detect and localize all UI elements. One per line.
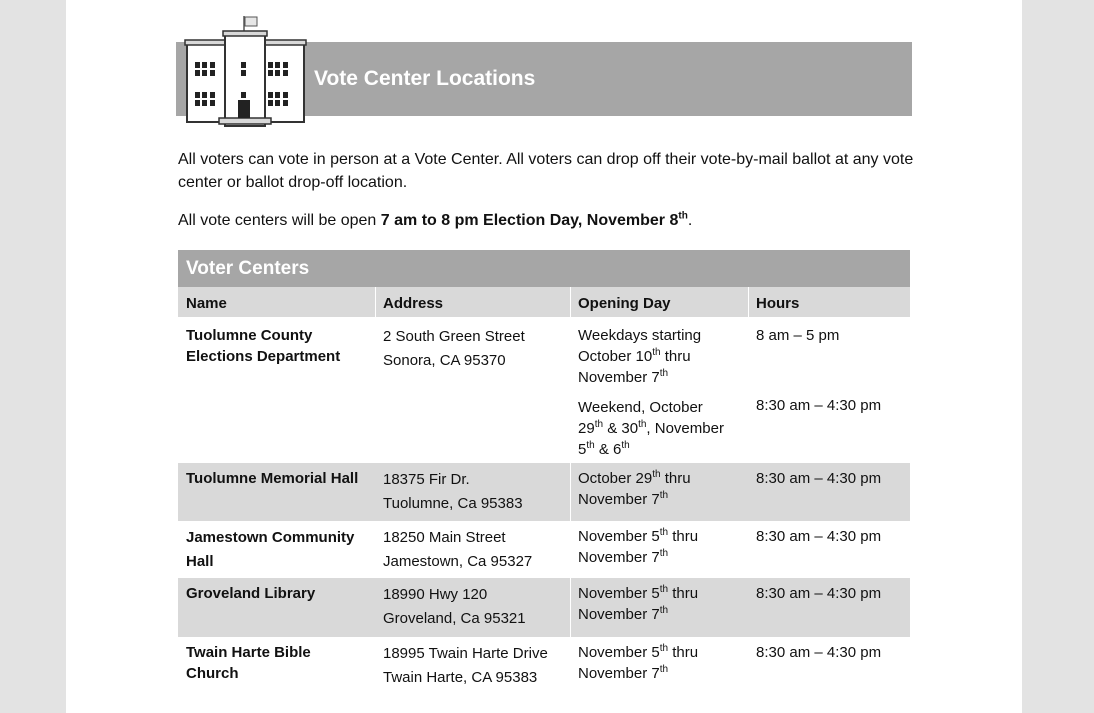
opening-line	[578, 418, 748, 439]
intro-paragraph: All voters can vote in person at a Vote Center. All voters can drop off their vote-by-mail ballot at any vote center or ballot drop-off location.	[178, 151, 914, 191]
opening-line	[578, 489, 748, 510]
ordinal-sup: th	[652, 469, 661, 480]
opening-day	[570, 521, 748, 578]
opening-text: November 7	[578, 606, 660, 623]
address-line: 2 South Green Street	[383, 328, 525, 345]
opening-line	[578, 346, 748, 367]
location-name	[178, 463, 375, 521]
hours-line: 8 am – 5 pm	[756, 327, 840, 344]
hours: 8:30 am – 4:30 pm	[756, 644, 882, 661]
table-row	[178, 463, 910, 521]
opening-text: November 5	[578, 585, 660, 602]
hours-highlight-sup: th	[678, 210, 688, 222]
ordinal-sup: th	[659, 664, 669, 675]
table-title: Voter Centers	[178, 250, 910, 287]
ordinal-sup: th	[659, 605, 669, 616]
ordinal-sup: th	[659, 584, 669, 595]
opening-day	[570, 463, 748, 521]
address-line: 18990 Hwy 120	[383, 586, 488, 603]
location-name-line: Church	[186, 665, 239, 682]
opening-text: , November	[646, 420, 724, 437]
building-icon	[183, 14, 308, 128]
address-line: Tuolumne, Ca 95383	[383, 495, 523, 512]
hours: 8:30 am – 4:30 pm	[756, 470, 882, 487]
header-hours: Hours	[756, 295, 800, 312]
opening-day	[570, 317, 748, 463]
header-address: Address	[383, 295, 444, 312]
opening-text: November 5	[578, 528, 660, 545]
opening-line: Weekend, October	[578, 399, 703, 416]
location-address	[375, 521, 570, 578]
location-name-line: Tuolumne Memorial Hall	[186, 470, 359, 487]
hours-prefix: All vote centers will be open	[178, 212, 381, 229]
hours: 8:30 am – 4:30 pm	[756, 585, 882, 602]
opening-text: thru	[668, 528, 699, 545]
ordinal-sup: th	[659, 643, 669, 654]
table-row	[178, 521, 910, 578]
hours-highlight-text: 7 am to 8 pm Election Day, November 8	[380, 212, 679, 229]
hours-suffix: .	[687, 212, 693, 229]
ordinal-sup: th	[586, 440, 595, 451]
opening-text: thru	[668, 644, 699, 661]
opening-line	[578, 439, 748, 460]
opening-line	[578, 526, 748, 547]
opening-text: November 7	[578, 549, 660, 566]
table-row	[178, 637, 910, 693]
hours-highlight	[381, 212, 688, 229]
location-name	[178, 578, 375, 637]
address-line: Jamestown, Ca 95327	[383, 553, 533, 570]
table-header-row	[178, 287, 910, 317]
opening-text: November 5	[578, 644, 660, 661]
ordinal-sup: th	[621, 440, 630, 451]
opening-text: thru	[660, 348, 691, 365]
column-divider	[748, 287, 749, 317]
opening-line	[578, 468, 748, 489]
location-name	[178, 521, 375, 578]
header-name: Name	[186, 295, 227, 312]
location-name-line: Elections Department	[186, 348, 341, 365]
document-page	[66, 0, 1022, 713]
hours: 8:30 am – 4:30 pm	[756, 528, 882, 545]
opening-line	[578, 583, 748, 604]
opening-text: October 10	[578, 348, 653, 365]
opening-day	[570, 637, 748, 693]
hours	[748, 317, 910, 463]
address-line: 18995 Twain Harte Drive	[383, 645, 548, 662]
ordinal-sup: th	[659, 527, 669, 538]
address-line: Groveland, Ca 95321	[383, 610, 526, 627]
opening-line	[578, 547, 748, 568]
address-line: Twain Harte, CA 95383	[383, 669, 538, 686]
opening-text: November 7	[578, 491, 660, 508]
location-name	[178, 637, 375, 693]
opening-line	[578, 604, 748, 625]
opening-text: November 7	[578, 369, 660, 386]
location-address	[375, 463, 570, 521]
ordinal-sup: th	[659, 368, 669, 379]
location-address	[375, 637, 570, 693]
opening-text: 5	[578, 441, 587, 458]
opening-text: thru	[668, 585, 699, 602]
address-line: Sonora, CA 95370	[383, 352, 506, 369]
column-divider	[570, 578, 571, 637]
ordinal-sup: th	[659, 490, 669, 501]
location-name-line: Hall	[186, 553, 214, 570]
opening-text: 29	[578, 420, 595, 437]
ordinal-sup: th	[638, 419, 647, 430]
header-opening-day: Opening Day	[578, 295, 671, 312]
ordinal-sup: th	[594, 419, 604, 430]
location-address	[375, 578, 570, 637]
column-divider	[570, 463, 571, 521]
location-name-line: Tuolumne County	[186, 327, 313, 344]
opening-text: & 30	[603, 420, 639, 437]
opening-text: November 7	[578, 665, 660, 682]
ordinal-sup: th	[652, 347, 661, 358]
opening-text: thru	[660, 470, 691, 487]
address-line: 18250 Main Street	[383, 529, 506, 546]
opening-line	[578, 642, 748, 663]
column-divider	[570, 287, 571, 317]
location-address	[375, 317, 570, 463]
opening-text: October 29	[578, 470, 653, 487]
opening-line	[578, 663, 748, 684]
table-row	[178, 317, 910, 463]
location-name-line: Groveland Library	[186, 585, 316, 602]
ordinal-sup: th	[659, 548, 669, 559]
location-name	[178, 317, 375, 463]
opening-day	[570, 578, 748, 637]
vote-centers-table	[178, 250, 910, 693]
location-name-line: Jamestown Community	[186, 529, 355, 546]
hours-line: 8:30 am – 4:30 pm	[756, 397, 882, 414]
opening-line: Weekdays starting	[578, 327, 702, 344]
location-name-line: Twain Harte Bible	[186, 644, 311, 661]
page-title: Vote Center Locations	[314, 67, 536, 90]
table-row	[178, 578, 910, 637]
column-divider	[375, 287, 376, 317]
hours-paragraph	[178, 209, 918, 232]
address-line: 18375 Fir Dr.	[383, 471, 470, 488]
opening-text: & 6	[594, 441, 622, 458]
opening-line	[578, 367, 748, 388]
